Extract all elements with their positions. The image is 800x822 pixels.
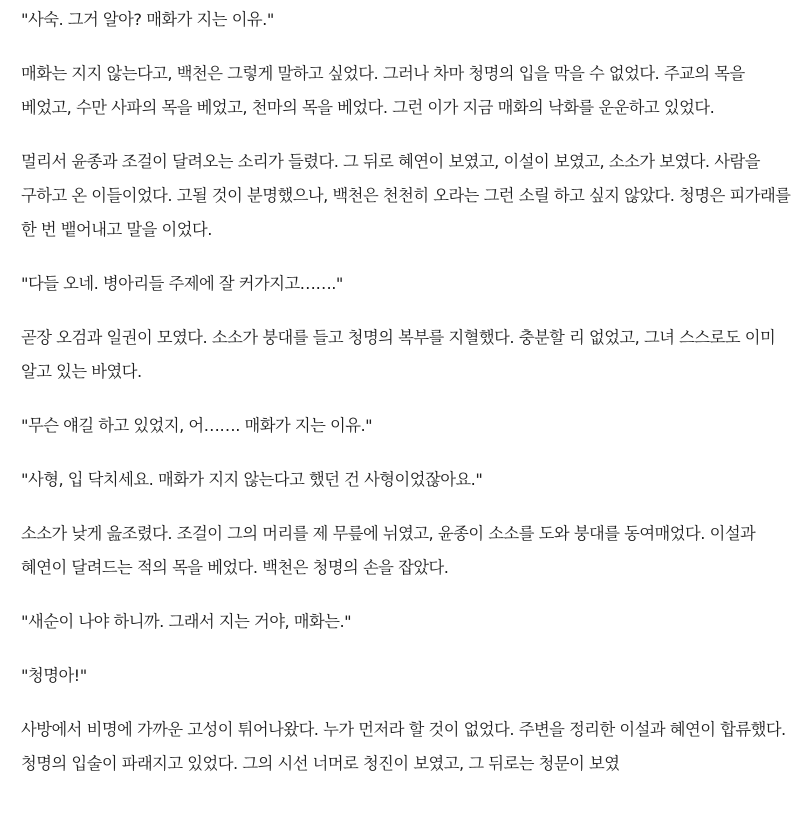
narration-paragraph: 매화는 지지 않는다고, 백천은 그렇게 말하고 싶었다. 그러나 차마 청명의 입을 막을 수 없었다. 주교의 목을 베었고, 수만 사파의 목을 베었고, 천마의 목을 베었다. 그런 이가 지금 매화의 낙화를 운운하고 있었다. <box>21 64 745 117</box>
dialogue-paragraph: "사형, 입 닥치세요. 매화가 지지 않는다고 했던 건 사형이었잖아요." <box>21 470 483 489</box>
dialogue-paragraph: "무슨 얘길 하고 있었지, 어……. 매화가 지는 이유." <box>21 416 373 435</box>
dialogue-paragraph: "청명아!" <box>21 666 87 685</box>
narration-paragraph: 곧장 오검과 일권이 모였다. 소소가 붕대를 들고 청명의 복부를 지혈했다. 충분할 리 없었고, 그녀 스스로도 이미 알고 있는 바였다. <box>21 328 776 381</box>
dialogue-paragraph: "새순이 나야 하니까. 그래서 지는 거야, 매화는." <box>21 612 352 631</box>
narration-paragraph: 멀리서 윤종과 조걸이 달려오는 소리가 들렸다. 그 뒤로 혜연이 보였고, 이설이 보였고, 소소가 보였다. 사람을 구하고 온 이들이었다. 고될 것이 분명했으나, 백천은 천천히 오라는 그런 소릴 하고 싶지 않았다. 청명은 피가래를 한 번 뱉어내고 말을 이었다. <box>21 152 791 239</box>
dialogue-paragraph: "다들 오네. 병아리들 주제에 잘 커가지고……." <box>21 274 343 293</box>
document-body <box>21 3 791 801</box>
narration-paragraph: 사방에서 비명에 가까운 고성이 튀어나왔다. 누가 먼저라 할 것이 없었다. 주변을 정리한 이설과 혜연이 합류했다. 청명의 입술이 파래지고 있었다. 그의 시선 너머로 청진이 보였고, 그 뒤로는 청문이 보였 <box>21 720 786 773</box>
dialogue-paragraph: "사숙. 그거 알아? 매화가 지는 이유." <box>21 10 274 29</box>
narration-paragraph: 소소가 낮게 읊조렸다. 조걸이 그의 머리를 제 무릎에 뉘였고, 윤종이 소소를 도와 붕대를 동여매었다. 이설과 혜연이 달려드는 적의 목을 베었다. 백천은 청명의 손을 잡았다. <box>21 524 756 577</box>
